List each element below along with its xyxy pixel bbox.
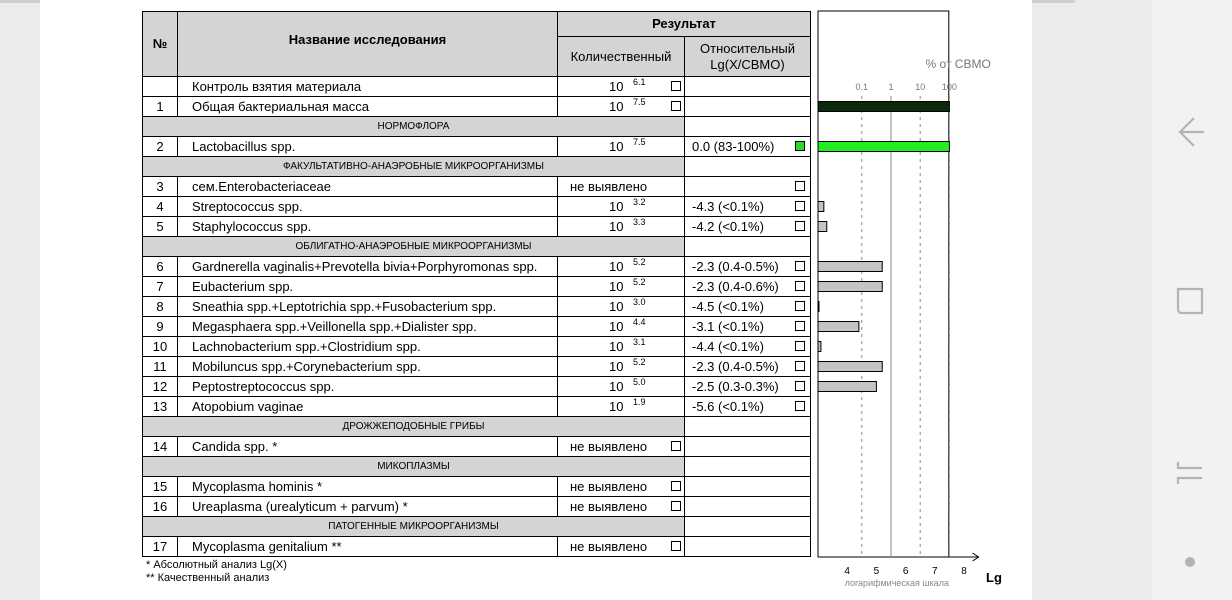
table-row (143, 337, 811, 357)
section-row (143, 157, 811, 177)
relative-value: 0.0 (83-100%) (692, 139, 775, 154)
x-axis-sublabel: логарифмическая шкала (844, 578, 950, 588)
x-tick-label: 7 (932, 566, 938, 577)
test-name: Atopobium vaginae (178, 397, 558, 417)
relative-value: -2.3 (0.4-0.5%) (692, 359, 779, 374)
bar-row-11 (818, 362, 882, 372)
x-axis-unit-label: Lg (986, 570, 1002, 585)
test-name: Mycoplasma genitalium ** (178, 537, 558, 557)
relative-indicator-box (795, 201, 805, 211)
row-number: 17 (143, 537, 178, 557)
test-name: Mobiluncus spp.+Corynebacterium spp. (178, 357, 558, 377)
section-row (143, 457, 811, 477)
test-name: Peptostreptococcus spp. (178, 377, 558, 397)
quantitative-cell (558, 297, 685, 317)
quantitative-cell (558, 357, 685, 377)
section-row (143, 417, 811, 437)
section-blank (685, 417, 811, 437)
top-tick-label: 1 (888, 82, 894, 92)
quantitative-cell (558, 377, 685, 397)
section-row (143, 237, 811, 257)
row-number: 14 (143, 437, 178, 457)
relative-indicator-box (795, 221, 805, 231)
footnotes (146, 559, 287, 585)
quantitative-cell (558, 97, 685, 117)
section-blank (685, 237, 811, 257)
footnote-absolute: * Абсолютный анализ Lg(X) (146, 559, 287, 571)
section-blank (685, 457, 811, 477)
quant-base: 10 (609, 219, 624, 234)
quantitative-cell (558, 257, 685, 277)
quantitative-cell (558, 197, 685, 217)
row-number: 1 (143, 97, 178, 117)
x-tick-label: 8 (961, 566, 967, 577)
quant-base: 10 (609, 79, 624, 94)
section-row (143, 517, 811, 537)
home-square-icon[interactable] (1172, 285, 1208, 317)
relative-cell (685, 537, 811, 557)
table-row (143, 217, 811, 237)
relative-indicator-box (795, 361, 805, 371)
relative-cell (685, 497, 811, 517)
quant-base: 10 (609, 99, 624, 114)
relative-indicator-box (795, 381, 805, 391)
log-bar-chart (812, 0, 1012, 600)
quantitative-cell (558, 477, 685, 497)
results-table (142, 11, 811, 557)
bar-row-9 (818, 322, 859, 332)
top-tick-label: 10 (915, 82, 926, 92)
relative-cell (685, 477, 811, 497)
section-label: ДРОЖЖЕПОДОБНЫЕ ГРИБЫ (143, 417, 685, 437)
quantitative-cell (558, 137, 685, 157)
quantitative-cell (558, 337, 685, 357)
dot-icon[interactable] (1183, 555, 1197, 569)
relative-cell (685, 437, 811, 457)
section-label: НОРМОФЛОРА (143, 117, 685, 137)
relative-indicator-box (795, 321, 805, 331)
row-number: 15 (143, 477, 178, 497)
row-number (143, 77, 178, 97)
relative-indicator-box (795, 281, 805, 291)
quant-exponent: 3.3 (633, 217, 646, 227)
relative-cell (685, 77, 811, 97)
quant-exponent: 5.2 (633, 357, 646, 367)
table-row (143, 537, 811, 557)
table-row (143, 97, 811, 117)
bar-row-1 (818, 102, 949, 112)
row-number: 11 (143, 357, 178, 377)
relative-indicator-box (795, 141, 805, 151)
quant-base: 10 (609, 139, 624, 154)
relative-value: -4.3 (<0.1%) (692, 199, 764, 214)
section-blank (685, 517, 811, 537)
x-tick-label: 5 (873, 566, 880, 577)
row-number: 7 (143, 277, 178, 297)
quantitative-cell (558, 537, 685, 557)
test-name: Streptococcus spp. (178, 197, 558, 217)
relative-value: -4.5 (<0.1%) (692, 299, 764, 314)
table-row (143, 377, 811, 397)
relative-cell (685, 357, 811, 377)
test-name: Lactobacillus spp. (178, 137, 558, 157)
relative-cell (685, 137, 811, 157)
relative-value: -3.1 (<0.1%) (692, 319, 764, 334)
test-name: Gardnerella vaginalis+Prevotella bivia+Porphyromonas spp. (178, 257, 558, 277)
quant-base: 10 (609, 319, 624, 334)
quantitative-cell (558, 317, 685, 337)
section-label: МИКОПЛАЗМЫ (143, 457, 685, 477)
test-name: Megasphaera spp.+Veillonella spp.+Dialister spp. (178, 317, 558, 337)
not-detected-text: не выявлено (570, 499, 648, 514)
quant-checkbox (671, 81, 681, 91)
relative-cell (685, 177, 811, 197)
bar-row-5 (818, 222, 827, 232)
test-name: Candida spp. * (178, 437, 558, 457)
test-name: Mycoplasma hominis * (178, 477, 558, 497)
header-number: № (143, 12, 178, 77)
relative-value: -4.2 (<0.1%) (692, 219, 764, 234)
bar-row-12 (818, 382, 876, 392)
row-number: 13 (143, 397, 178, 417)
quant-exponent: 3.2 (633, 197, 646, 207)
table-row (143, 477, 811, 497)
section-label: ФАКУЛЬТАТИВНО-АНАЭРОБНЫЕ МИКРООРГАНИЗМЫ (143, 157, 685, 177)
bar-row-6 (818, 262, 882, 272)
section-blank (685, 117, 811, 137)
row-number: 16 (143, 497, 178, 517)
table-body (143, 77, 811, 557)
quant-checkbox (671, 481, 681, 491)
header-relative-line1: Относительный (700, 40, 795, 56)
relative-value: -4.4 (<0.1%) (692, 339, 764, 354)
relative-cell (685, 277, 811, 297)
quant-checkbox (671, 501, 681, 511)
quant-base: 10 (609, 299, 624, 314)
bar-row-7 (818, 282, 882, 292)
quant-exponent: 4.4 (633, 317, 646, 327)
quant-checkbox (671, 541, 681, 551)
quantitative-cell (558, 217, 685, 237)
relative-indicator-box (795, 301, 805, 311)
relative-indicator-box (795, 181, 805, 191)
quantitative-cell (558, 277, 685, 297)
quant-exponent: 3.1 (633, 337, 646, 347)
quant-base: 10 (609, 379, 624, 394)
table-row (143, 277, 811, 297)
quant-base: 10 (609, 399, 624, 414)
not-detected-text: не выявлено (570, 539, 648, 554)
section-label: ОБЛИГАТНО-АНАЭРОБНЫЕ МИКРООРГАНИЗМЫ (143, 237, 685, 257)
test-name: Eubacterium spp. (178, 277, 558, 297)
row-number: 6 (143, 257, 178, 277)
quant-exponent: 5.0 (633, 377, 646, 387)
table-row (143, 497, 811, 517)
relative-cell (685, 217, 811, 237)
quant-exponent: 6.1 (633, 77, 646, 87)
section-label: ПАТОГЕННЫЕ МИКРООРГАНИЗМЫ (143, 517, 685, 537)
quant-base: 10 (609, 259, 624, 274)
header-relative-line2: Lg(X/СВМО) (710, 56, 785, 72)
table-row (143, 317, 811, 337)
relative-value: -2.3 (0.4-0.6%) (692, 279, 779, 294)
row-number: 4 (143, 197, 178, 217)
header-quantitative: Количественный (558, 37, 685, 77)
relative-cell (685, 197, 811, 217)
row-number: 5 (143, 217, 178, 237)
row-number: 10 (143, 337, 178, 357)
bar-row-10 (818, 342, 821, 352)
footnote-qualitative: ** Качественный анализ (146, 572, 270, 584)
test-name: Контроль взятия материала (178, 77, 558, 97)
relative-cell (685, 377, 811, 397)
quantitative-cell (558, 77, 685, 97)
quantitative-cell (558, 397, 685, 417)
table-row (143, 197, 811, 217)
not-detected-text: не выявлено (570, 479, 648, 494)
quantitative-cell (558, 177, 685, 197)
test-name: Ureaplasma (urealyticum + parvum) * (178, 497, 558, 517)
table-row (143, 297, 811, 317)
recents-icon[interactable] (1172, 454, 1208, 486)
not-detected-text: не выявлено (570, 439, 648, 454)
relative-cell (685, 257, 811, 277)
table-row (143, 397, 811, 417)
test-name: Общая бактериальная масса (178, 97, 558, 117)
bar-row-8 (818, 302, 819, 312)
relative-value: -2.5 (0.3-0.3%) (692, 379, 779, 394)
quant-exponent: 5.2 (633, 277, 646, 287)
x-tick-label: 6 (902, 566, 909, 577)
quant-base: 10 (609, 199, 624, 214)
quant-base: 10 (609, 359, 624, 374)
top-tick-label: 100 (941, 82, 957, 92)
x-tick-label: 4 (844, 566, 850, 577)
relative-value: -5.6 (<0.1%) (692, 399, 764, 414)
section-blank (685, 157, 811, 177)
section-row (143, 117, 811, 137)
test-name: сем.Enterobacteriaceae (178, 177, 558, 197)
test-name: Staphylococcus spp. (178, 217, 558, 237)
quant-exponent: 1.9 (633, 397, 646, 407)
test-name: Sneathia spp.+Leptotrichia spp.+Fusobacterium spp. (178, 297, 558, 317)
quantitative-cell (558, 497, 685, 517)
table-row (143, 257, 811, 277)
relative-indicator-box (795, 401, 805, 411)
row-number: 8 (143, 297, 178, 317)
relative-cell (685, 317, 811, 337)
header-result: Результат (558, 12, 811, 37)
relative-indicator-box (795, 341, 805, 351)
quant-exponent: 3.0 (633, 297, 646, 307)
row-number: 2 (143, 137, 178, 157)
quant-exponent: 7.5 (633, 137, 646, 147)
row-number: 9 (143, 317, 178, 337)
relative-cell (685, 397, 811, 417)
quant-base: 10 (609, 339, 624, 354)
quant-exponent: 5.2 (633, 257, 646, 267)
header-test-name: Название исследования (178, 12, 558, 77)
relative-cell (685, 337, 811, 357)
quant-exponent: 7.5 (633, 97, 646, 107)
test-name: Lachnobacterium spp.+Clostridium spp. (178, 337, 558, 357)
bar-row-2 (818, 142, 949, 152)
quant-base: 10 (609, 279, 624, 294)
bar-row-4 (818, 202, 824, 212)
table-row (143, 177, 811, 197)
relative-indicator-box (795, 261, 805, 271)
quant-checkbox (671, 101, 681, 111)
relative-cell (685, 97, 811, 117)
not-detected-text: не выявлено (570, 179, 648, 194)
table-row (143, 77, 811, 97)
header-relative (685, 37, 811, 77)
table-row (143, 437, 811, 457)
back-arrow-icon[interactable] (1168, 116, 1208, 148)
relative-cell (685, 297, 811, 317)
chart-top-label: % от СВМО (925, 57, 991, 71)
relative-value: -2.3 (0.4-0.5%) (692, 259, 779, 274)
row-number: 12 (143, 377, 178, 397)
row-number: 3 (143, 177, 178, 197)
table-row (143, 137, 811, 157)
table-row (143, 357, 811, 377)
top-tick-label: 0.1 (855, 82, 869, 92)
quant-checkbox (671, 441, 681, 451)
quantitative-cell (558, 437, 685, 457)
